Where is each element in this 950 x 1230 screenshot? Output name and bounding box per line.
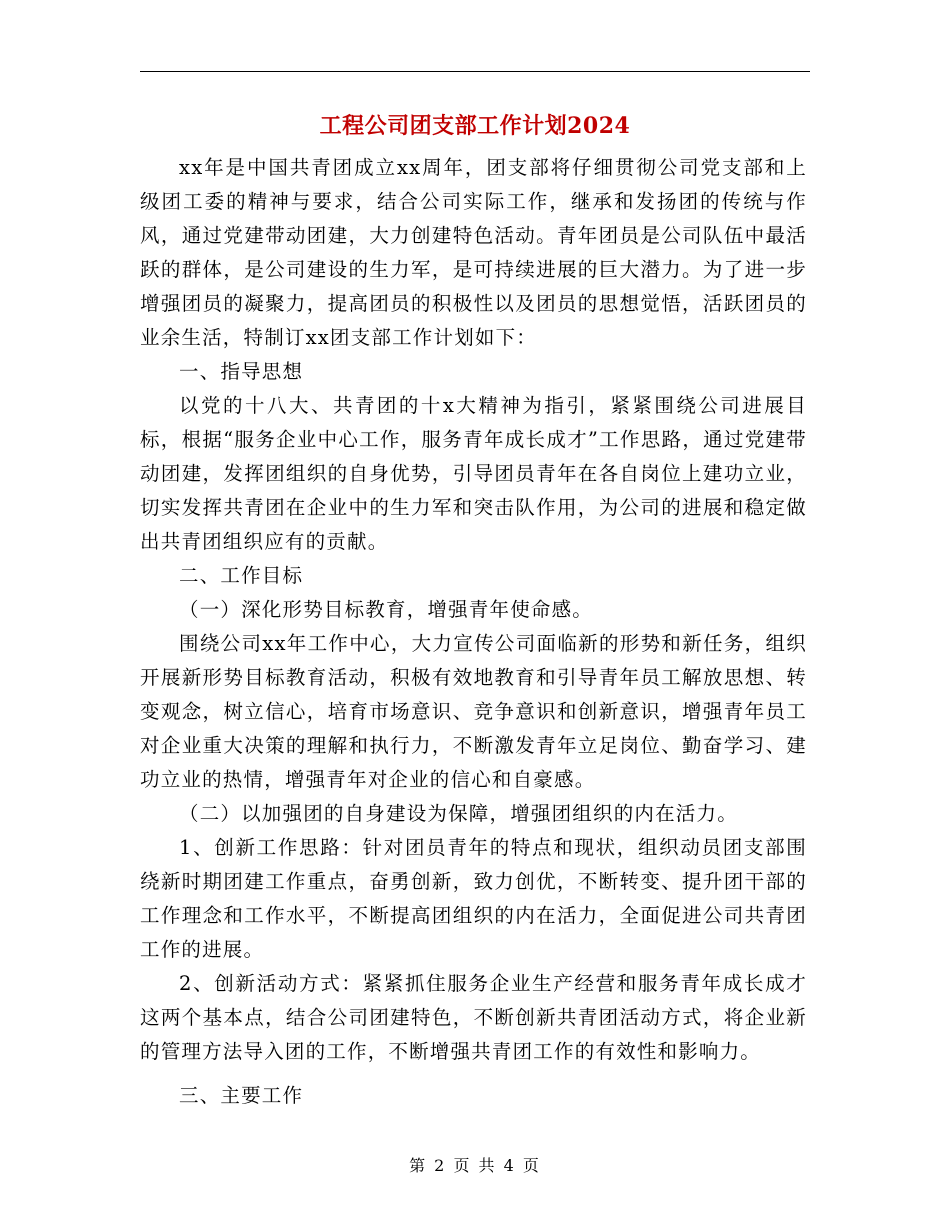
intro-paragraph: xx年是中国共青团成立xx周年，团支部将仔细贯彻公司党支部和上级团工委的精神与要求，结合公司实际工作，继承和发扬团的传统与作风，通过党建带动团建，大力创建特色活动。青年团员是公司队伍中最活跃的群体，是公司建设的生力军，是可持续进展的巨大潜力。为了进一步增强团员的凝聚力，提高团员的积极性以及团员的思想觉悟，活跃团员的业余生活，特制订xx团支部工作计划如下： (140, 156, 807, 349)
document-title: 工程公司团支部工作计划2024 (319, 113, 631, 139)
page-number-footer: 第 2 页 共 4 页 (409, 1156, 541, 1175)
document-body (140, 151, 807, 1113)
header-rule (140, 71, 810, 72)
subsection-heading-1: （一）深化形势目标教育，增强青年使命感。 (179, 598, 594, 621)
innovation-ideas-paragraph: 1、创新工作思路：针对团员青年的特点和现状，组织动员团支部围绕新时期团建工作重点，奋勇创新，致力创优，不断转变、提升团干部的工作理念和工作水平，不断提高团组织的内在活力，全面促进公司共青团工作的进展。 (140, 836, 807, 961)
guiding-ideology-paragraph: 以党的十八大、共青团的十x大精神为指引，紧紧围绕公司进展目标，根据“服务企业中心工作，服务青年成长成才”工作思路，通过党建带动团建，发挥团组织的自身优势，引导团员青年在各自岗位上建功立业，切实发挥共青团在企业中的生力军和突击队作用，为公司的进展和稳定做出共青团组织应有的贡献。 (140, 394, 807, 553)
innovation-activities-paragraph: 2、创新活动方式：紧紧抓住服务企业生产经营和服务青年成长成才这两个基本点，结合公司团建特色，不断创新共青团活动方式，将企业新的管理方法导入团的工作，不断增强共青团工作的有效性和影响力。 (140, 972, 807, 1063)
section-heading-main-work: 三、主要工作 (179, 1084, 304, 1107)
section-heading-work-goals: 二、工作目标 (179, 564, 304, 587)
subsection-heading-2: （二）以加强团的自身建设为保障，增强团组织的内在活力。 (179, 802, 738, 825)
section-heading-guiding-ideology: 一、指导思想 (179, 360, 304, 383)
goal-education-paragraph: 围绕公司xx年工作中心，大力宣传公司面临新的形势和新任务，组织开展新形势目标教育活动，积极有效地教育和引导青年员工解放思想、转变观念，树立信心，培育市场意识、竞争意识和创新意识，增强青年员工对企业重大决策的理解和执行力，不断激发青年立足岗位、勤奋学习、建功立业的热情，增强青年对企业的信心和自豪感。 (140, 632, 807, 791)
